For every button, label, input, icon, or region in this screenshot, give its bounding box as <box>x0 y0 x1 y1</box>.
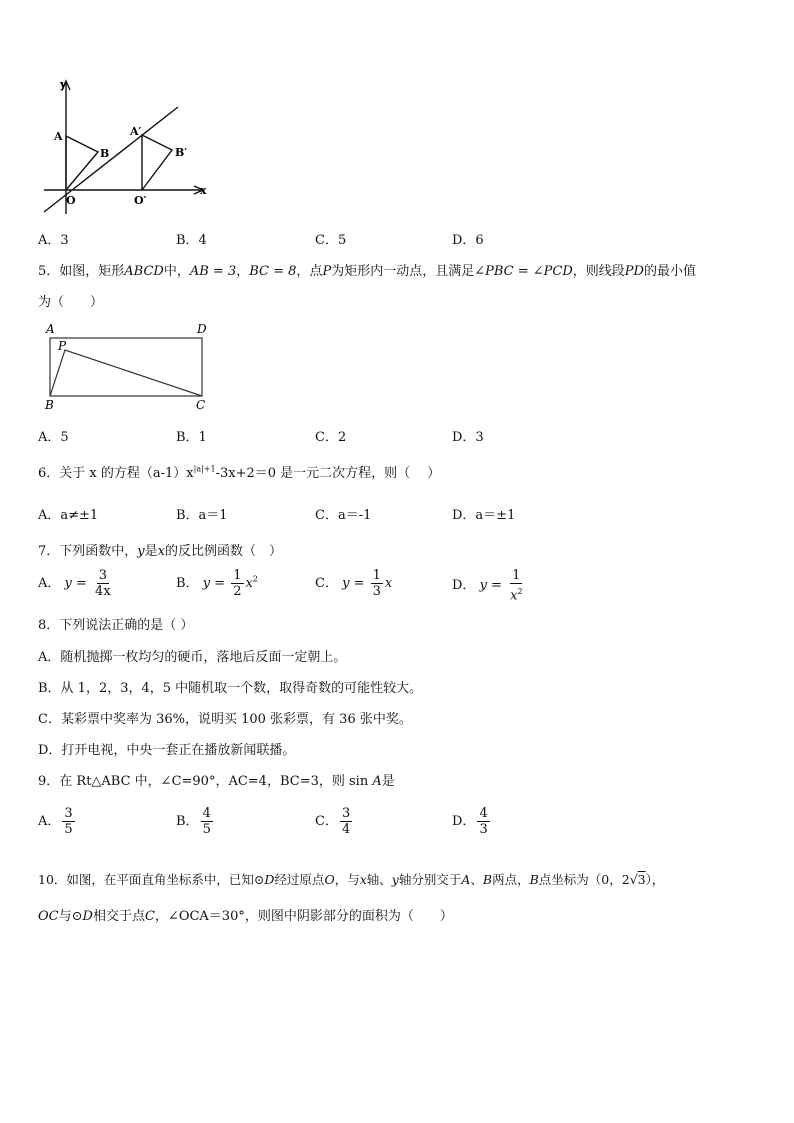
label-A: A <box>46 322 55 336</box>
label-B: B <box>45 398 54 412</box>
q6-option-b[interactable]: B．a＝1 <box>176 508 228 523</box>
label-O-prime: O′ <box>134 194 147 207</box>
label-B-prime: B′ <box>175 146 188 159</box>
triangle-A1O1B1 <box>142 135 172 190</box>
q9-option-c[interactable]: C． $\frac{3}{4}$ <box>315 806 351 837</box>
q9-stem: 9．在 Rt△ABC 中，∠C=90°，AC=4，BC=3，则 sin A是 <box>38 774 395 789</box>
q4-option-d[interactable]: D．6 <box>452 233 484 248</box>
q9-option-b[interactable]: B． $\frac{4}{5}$ <box>176 806 211 837</box>
diagonal-line <box>44 107 178 212</box>
rectangle-ABCD <box>50 338 202 396</box>
label-y: y <box>60 78 67 91</box>
q6-option-a[interactable]: A．a≠±1 <box>38 508 99 523</box>
label-A: A <box>54 130 63 143</box>
q8-option-b[interactable]: B．从 1，2，3，4，5 中随机取一个数，取得奇数的可能性较大。 <box>38 681 423 696</box>
q8-stem: 8．下列说法正确的是（ ） <box>38 618 194 633</box>
q5-option-a[interactable]: A．5 <box>38 430 69 445</box>
label-C: C <box>196 398 206 412</box>
q7-option-d[interactable]: D． y = $\frac{1}{x^2}$ <box>452 568 523 604</box>
label-A-prime: A′ <box>130 125 142 138</box>
q6-option-c[interactable]: C．a＝-1 <box>315 508 372 523</box>
q7-option-c[interactable]: C． y = $\frac{1}{3}$ x <box>315 568 393 599</box>
q5-stem-line1: 5．如图，矩形ABCD中，AB = 3，BC = 8，点P为矩形内一动点，且满足∠PBC = ∠PCD，则线段PD的最小值 <box>38 264 696 279</box>
q4-option-c[interactable]: C．5 <box>315 233 347 248</box>
q9-option-d[interactable]: D． $\frac{4}{3}$ <box>452 806 488 837</box>
triangle-PBC <box>50 350 202 396</box>
q5-option-c[interactable]: C．2 <box>315 430 347 445</box>
q5-option-b[interactable]: B．1 <box>176 430 207 445</box>
q6-option-d[interactable]: D．a＝±1 <box>452 508 516 523</box>
label-B: B <box>100 147 110 160</box>
q6-stem: 6．关于 x 的方程$(a-1)x^{|a|+1}-3x+2=0$ 是一元二次方程，则（ ） <box>38 464 441 481</box>
q4-option-b[interactable]: B．4 <box>176 233 207 248</box>
sqrt-symbol: √ <box>629 872 638 887</box>
q8-option-c[interactable]: C．某彩票中奖率为 36%，说明买 100 张彩票，有 36 张中奖。 <box>38 712 412 727</box>
label-P: P <box>58 339 67 353</box>
q7-stem: 7．下列函数中，y是x的反比例函数（ ） <box>38 544 283 559</box>
q5-figure <box>40 320 220 414</box>
q9-option-a[interactable]: A． $\frac{3}{5}$ <box>38 806 73 837</box>
q5-option-d[interactable]: D．3 <box>452 430 484 445</box>
q7-option-a[interactable]: A． y = $\frac{3}{4x}$ <box>38 568 111 599</box>
q10-stem-line2: OC与⊙D相交于点C，∠OCA＝30°，则图中阴影部分的面积为（ ） <box>38 909 453 924</box>
q8-option-a[interactable]: A．随机抛掷一枚均匀的硬币，落地后反面一定朝上。 <box>38 650 347 665</box>
label-x: x <box>200 184 207 197</box>
q5-stem-line2: 为（ ） <box>38 295 104 310</box>
label-D: D <box>197 322 207 336</box>
q10-stem-line1: 10．如图，在平面直角坐标系中，已知⊙D经过原点O，与x轴、y轴分别交于A、B两点，B点坐标为（0，2√3）， <box>38 872 665 887</box>
q4-option-a[interactable]: A．3 <box>38 233 69 248</box>
q4-figure <box>36 76 216 216</box>
q7-option-b[interactable]: B． y = $\frac{1}{2}$ $x^2$ <box>176 568 258 599</box>
q8-option-d[interactable]: D．打开电视，中央一套正在播放新闻联播。 <box>38 743 296 758</box>
label-O: O <box>66 194 76 207</box>
